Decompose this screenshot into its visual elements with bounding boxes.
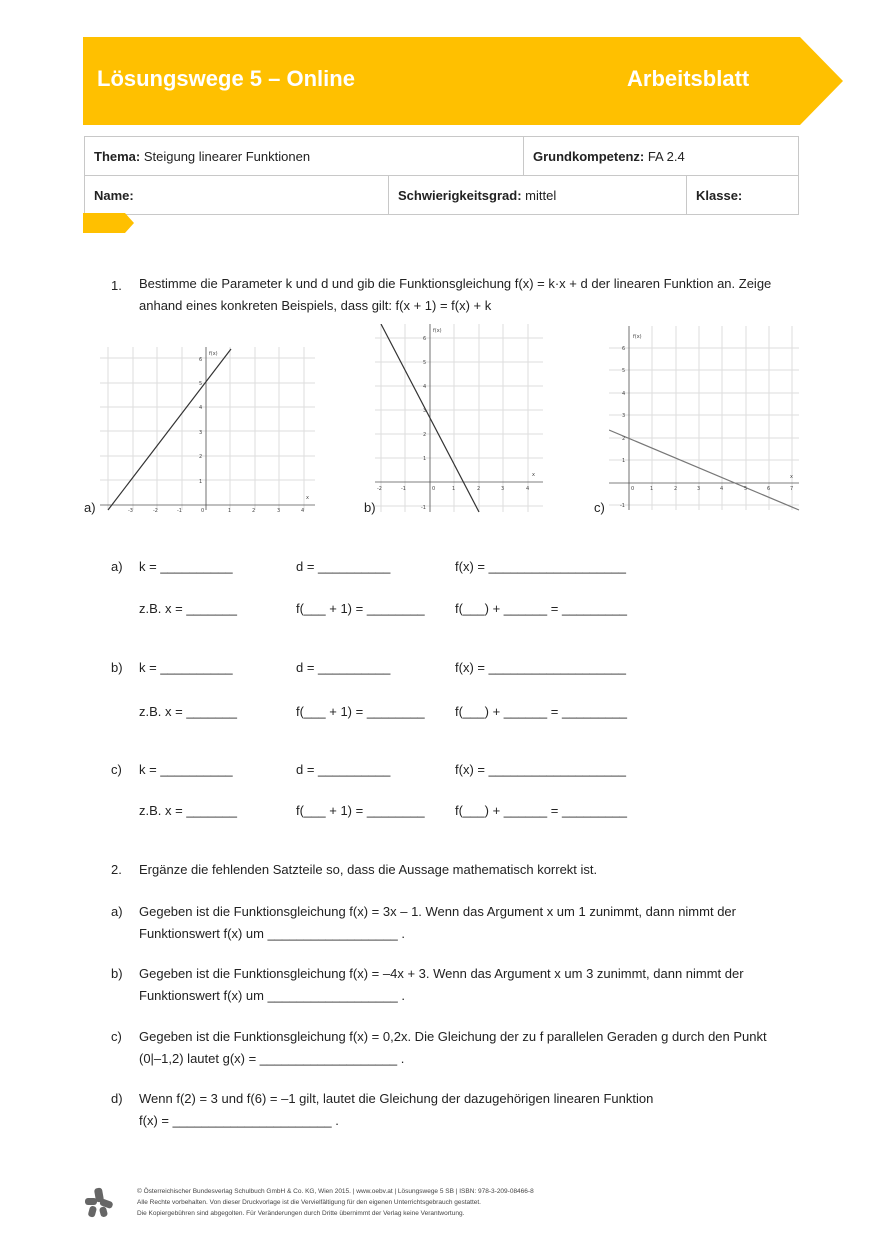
fx-plus-one-blank[interactable]: f(___ + 1) = ________ xyxy=(296,704,425,719)
item-line2-blank[interactable]: Funktionswert f(x) um __________________ . xyxy=(139,988,405,1003)
graph-c-y-tick: 2 xyxy=(622,436,626,442)
graph-c-x-axis-label: x xyxy=(790,474,793,480)
grundkompetenz-cell xyxy=(523,137,798,176)
fx-plus-k-blank[interactable]: f(___) + ______ = _________ xyxy=(455,803,628,818)
graph-c-x-tick: 5 xyxy=(744,486,748,492)
graph-b-y-tick: -1 xyxy=(421,505,426,511)
graph-b-x-tick: 2 xyxy=(477,486,481,492)
graph-a-x-tick: 0 xyxy=(201,508,205,513)
graph-b-x-tick: -1 xyxy=(401,486,406,492)
graph-b-x-tick: 3 xyxy=(501,486,505,492)
example-x-blank[interactable]: z.B. x = _______ xyxy=(139,803,237,818)
footer-copyright xyxy=(137,1186,534,1219)
item-line2-blank[interactable]: (0|–1,2) lautet g(x) = ___________________ . xyxy=(139,1051,405,1066)
item-label: b) xyxy=(111,966,123,981)
graph-c-y-tick: 6 xyxy=(622,346,626,352)
thema-value: Steigung linearer Funktionen xyxy=(140,148,311,164)
item-line1: Gegeben ist die Funktionsgleichung f(x) = 0,2x. Die Gleichung der zu f parallelen Geraden g durch den Punkt xyxy=(139,1029,767,1044)
graph-b-y-tick: 1 xyxy=(423,456,427,462)
graph-a-x-tick: -2 xyxy=(153,508,158,513)
klasse-cell[interactable] xyxy=(687,176,799,215)
graph-a-y-tick: 6 xyxy=(199,357,203,363)
name-label: Name: xyxy=(94,187,134,203)
item-label: d) xyxy=(111,1091,123,1106)
k-blank[interactable]: k = __________ xyxy=(139,762,233,777)
graph-a-y-tick: 2 xyxy=(199,454,203,460)
graph-c-y-tick: 3 xyxy=(622,413,626,419)
graph-a-y-tick: 5 xyxy=(199,381,203,387)
graph-b-y-tick: 4 xyxy=(423,384,427,390)
graph-c-x-tick: 0 xyxy=(631,486,635,492)
graph-a-y-tick: 4 xyxy=(199,405,203,411)
d-blank[interactable]: d = __________ xyxy=(296,559,391,574)
graph-b-y-tick: 5 xyxy=(423,360,427,366)
header-banner xyxy=(83,37,843,125)
graph-b-x-tick: 0 xyxy=(432,486,436,492)
graph-c-x-tick: 4 xyxy=(720,486,724,492)
fx-blank[interactable]: f(x) = ___________________ xyxy=(455,559,626,574)
d-blank[interactable]: d = __________ xyxy=(296,762,391,777)
graph-c-y-tick: -1 xyxy=(620,503,625,509)
graph-b-y-tick: 3 xyxy=(423,408,427,414)
graph-a-y-tick: 1 xyxy=(199,479,203,485)
d-blank[interactable]: d = __________ xyxy=(296,660,391,675)
graph-a-x-tick: 4 xyxy=(301,508,305,513)
graph-c-x-tick: 2 xyxy=(674,486,678,492)
graph-a-y-tick: 3 xyxy=(199,430,203,436)
item-line2-blank[interactable]: f(x) = ______________________ . xyxy=(139,1113,339,1128)
answer-label: c) xyxy=(111,762,122,777)
publisher-logo-icon xyxy=(83,1186,115,1218)
graph-c-x-tick: 7 xyxy=(790,486,794,492)
yellow-tag-decoration xyxy=(83,213,135,233)
difficulty-value: mittel xyxy=(521,187,557,203)
graph-c-y-tick: 4 xyxy=(622,391,626,397)
thema-label: Thema: xyxy=(94,148,141,164)
graph-a-x-tick: -1 xyxy=(177,508,182,513)
graph-c-y-axis-label: f(x) xyxy=(633,334,642,340)
answer-label: a) xyxy=(111,559,123,574)
grundkompetenz-label: Grundkompetenz: xyxy=(532,148,645,164)
graph-a-y-axis-label: f(x) xyxy=(209,351,218,357)
item-label: c) xyxy=(111,1029,122,1044)
graph-b-y-axis-label: f(x) xyxy=(433,328,442,334)
graph-a-x-tick: -3 xyxy=(128,508,133,513)
thema-cell xyxy=(85,137,524,176)
graph-c-x-tick: 3 xyxy=(697,486,701,492)
answer-label: b) xyxy=(111,660,123,675)
graph-a-label: a) xyxy=(84,500,96,515)
graph-a-x-axis-label: x xyxy=(306,495,309,501)
graph-a xyxy=(100,347,320,513)
item-label: a) xyxy=(111,904,123,919)
task2-intro: Ergänze die fehlenden Satzteile so, dass die Aussage mathematisch korrekt ist. xyxy=(139,862,598,877)
fx-plus-one-blank[interactable]: f(___ + 1) = ________ xyxy=(296,803,425,818)
item-line1: Gegeben ist die Funktionsgleichung f(x) = 3x – 1. Wenn das Argument x um 1 zunimmt, dann nimmt der xyxy=(139,904,736,919)
example-x-blank[interactable]: z.B. x = _______ xyxy=(139,704,237,719)
graph-c-y-tick: 5 xyxy=(622,368,626,374)
graph-c-x-tick: 6 xyxy=(767,486,771,492)
info-table xyxy=(84,136,799,215)
item-line1: Gegeben ist die Funktionsgleichung f(x) = –4x + 3. Wenn das Argument x um 3 zunimmt, dann nimmt der xyxy=(139,966,744,981)
graph-b-x-tick: 1 xyxy=(452,486,456,492)
task1-number: 1. xyxy=(111,278,122,293)
graph-b-y-tick: 2 xyxy=(423,432,427,438)
graph-c xyxy=(609,326,801,512)
graph-c-x-tick: 1 xyxy=(650,486,654,492)
footer-line: © Österreichischer Bundesverlag Schulbuch GmbH & Co. KG, Wien 2015. | www.oebv.at | Lösungswege 5 SB | ISBN: 978-3-209-08466-8 xyxy=(137,1188,534,1195)
fx-plus-k-blank[interactable]: f(___) + ______ = _________ xyxy=(455,704,628,719)
k-blank[interactable]: k = __________ xyxy=(139,660,233,675)
graph-b-x-axis-label: x xyxy=(532,472,535,478)
graph-a-x-tick: 3 xyxy=(277,508,281,513)
graph-b-x-tick: 4 xyxy=(526,486,530,492)
fx-blank[interactable]: f(x) = ___________________ xyxy=(455,762,626,777)
graph-b xyxy=(375,324,545,514)
graph-b-x-tick: -2 xyxy=(377,486,382,492)
grundkompetenz-value: FA 2.4 xyxy=(644,148,685,164)
graph-c-label: c) xyxy=(594,500,605,515)
name-cell[interactable] xyxy=(85,176,389,215)
difficulty-cell xyxy=(389,176,687,215)
fx-plus-k-blank[interactable]: f(___) + ______ = _________ xyxy=(455,601,628,616)
task2-number: 2. xyxy=(111,862,122,877)
difficulty-label: Schwierigkeitsgrad: xyxy=(398,187,522,203)
graph-b-y-tick: 6 xyxy=(423,336,427,342)
task1-text: Bestimme die Parameter k und d und gib die Funktionsgleichung f(x) = k·x + d der linearen Funktion an. Zeige anhand eines konkreten Beispiels, dass gilt: f(x + 1) = f(x) + k xyxy=(139,276,772,313)
graph-a-x-tick: 1 xyxy=(228,508,232,513)
header-worksheet-label: Arbeitsblatt xyxy=(627,66,750,91)
header-title: Lösungswege 5 – Online xyxy=(97,66,355,91)
graph-c-y-tick: 1 xyxy=(622,458,626,464)
k-blank[interactable]: k = __________ xyxy=(139,559,233,574)
item-line2-blank[interactable]: Funktionswert f(x) um __________________ . xyxy=(139,926,405,941)
klasse-label: Klasse: xyxy=(696,187,743,203)
footer-line: Alle Rechte vorbehalten. Von dieser Druckvorlage ist die Vervielfältigung für den eigenen Unterrichtsgebrauch gestattet. xyxy=(137,1199,481,1206)
graph-a-x-tick: 2 xyxy=(252,508,256,513)
example-x-blank[interactable]: z.B. x = _______ xyxy=(139,601,237,616)
item-line1: Wenn f(2) = 3 und f(6) = –1 gilt, lautet die Gleichung der dazugehörigen linearen Funktion xyxy=(139,1091,654,1106)
graph-b-label: b) xyxy=(364,500,376,515)
footer-line: Die Kopiergebühren sind abgegolten. Für Veränderungen durch Dritte übernimmt der Verlag keine Verantwortung. xyxy=(137,1210,465,1217)
fx-blank[interactable]: f(x) = ___________________ xyxy=(455,660,626,675)
fx-plus-one-blank[interactable]: f(___ + 1) = ________ xyxy=(296,601,425,616)
